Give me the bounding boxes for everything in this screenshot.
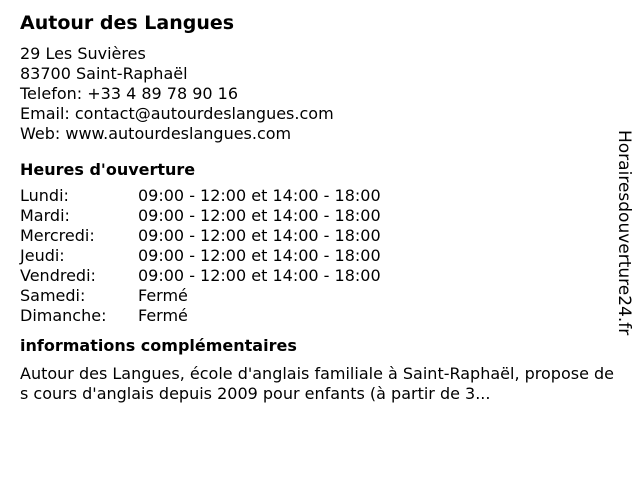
phone-text: Telefon: +33 4 89 78 90 16 [20, 84, 239, 103]
day-time: Fermé [138, 306, 188, 325]
email-text: Email: contact@autourdeslangues.com [20, 104, 334, 123]
info-title: informations complémentaires [20, 336, 297, 355]
address-block [20, 44, 620, 144]
web-text: Web: www.autourdeslangues.com [20, 124, 292, 143]
day-time: 09:00 - 12:00 et 14:00 - 18:00 [138, 266, 381, 285]
day-label: Samedi: [20, 286, 86, 305]
hours-row-vendredi [20, 266, 620, 286]
business-card [20, 10, 620, 404]
hours-row-lundi [20, 186, 620, 206]
day-time: 09:00 - 12:00 et 14:00 - 18:00 [138, 206, 381, 225]
day-time: 09:00 - 12:00 et 14:00 - 18:00 [138, 186, 381, 205]
watermark-text: Horairesdouverture24.fr [614, 130, 634, 336]
hours-row-samedi [20, 286, 620, 306]
day-time: 09:00 - 12:00 et 14:00 - 18:00 [138, 246, 381, 265]
hours-row-jeudi [20, 246, 620, 266]
day-label: Dimanche: [20, 306, 107, 325]
day-time: 09:00 - 12:00 et 14:00 - 18:00 [138, 226, 381, 245]
day-label: Mardi: [20, 206, 70, 225]
day-time: Fermé [138, 286, 188, 305]
address-line-1: 29 Les Suvières [20, 44, 146, 63]
hours-row-dimanche [20, 306, 620, 326]
day-label: Lundi: [20, 186, 69, 205]
day-label: Jeudi: [20, 246, 65, 265]
day-label: Mercredi: [20, 226, 95, 245]
info-description: Autour des Langues, école d'anglais familiale à Saint-Raphaël, propose des cours d'anglais depuis 2009 pour enfants (à partir de 3... [20, 364, 614, 403]
hours-table [20, 186, 620, 326]
business-name: Autour des Langues [20, 12, 235, 34]
hours-row-mardi [20, 206, 620, 226]
day-label: Vendredi: [20, 266, 96, 285]
address-line-2: 83700 Saint-Raphaël [20, 64, 188, 83]
hours-title: Heures d'ouverture [20, 160, 196, 179]
hours-row-mercredi [20, 226, 620, 246]
